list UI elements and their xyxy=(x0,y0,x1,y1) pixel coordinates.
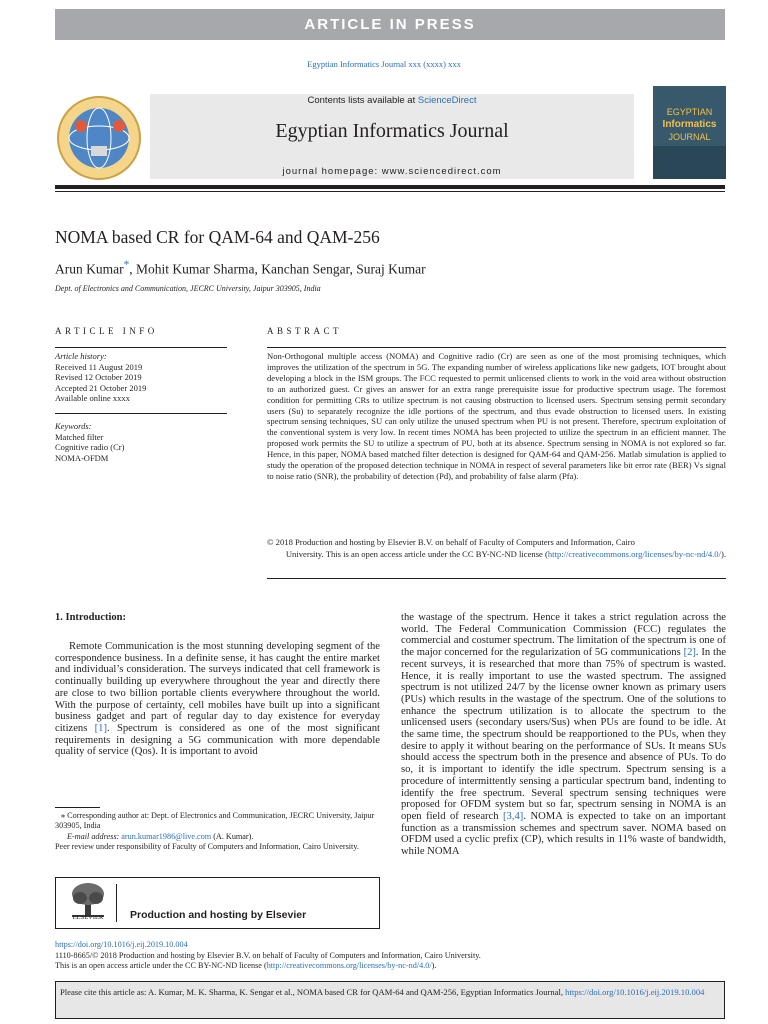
footnote-rule xyxy=(55,807,100,808)
history-item: Accepted 21 October 2019 xyxy=(55,382,147,393)
journal-ref-link[interactable]: Egyptian Informatics Journal xxx (xxxx) xxx xyxy=(307,59,461,69)
footnotes xyxy=(55,811,380,852)
citation-ref-3-4[interactable]: [3,4] xyxy=(503,810,524,822)
affiliation: Dept. of Electronics and Communication, JECRC University, Jaipur 303905, India xyxy=(55,284,321,293)
cover-line-1: EGYPTIAN xyxy=(666,107,713,117)
corresponding-author-note: ⁎ Corresponding author at: Dept. of Electronics and Communication, JECRC University, Jaipur 303905, India xyxy=(55,811,375,831)
history-item: Received 11 August 2019 xyxy=(55,361,143,372)
contents-available-line xyxy=(150,95,634,106)
header-rule-thick xyxy=(55,185,725,189)
copyright-line: © 2018 Production and hosting by Elsevier B.V. on behalf of Faculty of Computers and Information, Cairo xyxy=(267,537,635,547)
keyword-item: Matched filter xyxy=(55,431,104,442)
author-list xyxy=(55,259,426,278)
citation-box xyxy=(55,981,725,1019)
sciencedirect-link[interactable]: ScienceDirect xyxy=(417,95,477,106)
bottom-notes xyxy=(55,940,725,972)
email-label: E-mail address: xyxy=(67,831,122,841)
doi-link[interactable]: https://doi.org/10.1016/j.eij.2019.10.004 xyxy=(55,940,188,949)
cite-doi-link[interactable]: https://doi.org/10.1016/j.eij.2019.10.004 xyxy=(565,987,705,997)
intro-right-text-a: the wastage of the spectrum. Hence it takes a strict regulation across the world. The Federal Communication Commission (FCC) regulates the commercial and costumer spectrum. The limitation of the spectrum is one of the major concerned for the regularization of 5G communications xyxy=(401,612,726,659)
author-first: Arun Kumar xyxy=(55,261,124,277)
citation-ref-1[interactable]: [1] xyxy=(94,722,108,734)
article-info-heading: ARTICLE INFO xyxy=(55,326,158,336)
citation-ref-2[interactable]: [2] xyxy=(683,647,696,659)
email-suffix: (A. Kumar). xyxy=(211,831,254,841)
elsevier-box xyxy=(55,877,380,929)
abstract-text: Non-Orthogonal multiple access (NOMA) and Cognitive radio (Cr) are seen as one of the most promising techniques, which improves the utilization of the spectrum in 5G. The expanding number of wireless applications like new gadgets, IOT brought about developing a block in the ISM groups. The FCC requested to permit unlicensed clients to work in the void area without obstruction to an authorized guest. Cr gives an answer for an extra range prerequisite issue for productive spectrum usage. The foremost condition for permitting CRs to utilize spectrum is not causing obstruction to licensed users. Spectrum sensing permit secondary users (Su) to separately recognize the idle portions of the spectrum, and thus evade obstruction to licensed users. In existing spectrum sensing techniques, SU can only utilize the unused spectrum when PU is not present. Therefore, spectrum exploitation of the conventional system is very low. In recent times NOMA has been projected to utilize the spectrum in an efficient manner. The proposed work permits the SU to utilize a spectrum of PU, both at its absence. Spectrum sensing in NOMA is not explored so far. Hence, in this paper, NOMA based matched filter detection is designed for QAM-64 and QAM-256. Matlab simulation is applied to study the operation of the proposed detection technique in NOMA in respect of several parameters like bit error rate (BER) Vs signal to noise ratio (SNR), the probability of detection (Pd), and probability of false alarm (Pfa). xyxy=(267,351,726,481)
keywords-label: Keywords: xyxy=(55,421,92,431)
authors-rest: , Mohit Kumar Sharma, Kanchan Sengar, Suraj Kumar xyxy=(129,261,426,277)
cover-line-3: JOURNAL xyxy=(668,132,711,142)
license-line xyxy=(267,549,726,560)
keyword-item: Cognitive radio (Cr) xyxy=(55,442,125,452)
history-label: Article history: xyxy=(55,351,107,361)
journal-name: Egyptian Informatics Journal xyxy=(275,120,509,142)
open-access-line xyxy=(55,961,725,972)
article-in-press-banner xyxy=(55,9,725,40)
abstract-bottom-rule xyxy=(267,578,726,579)
issn-line: 1110-8665/© 2018 Production and hosting by Elsevier B.V. on behalf of Faculty of Computers and Information, Cairo University. xyxy=(55,950,481,960)
abstract-rule xyxy=(267,347,726,348)
intro-left-column xyxy=(55,641,380,758)
journal-reference xyxy=(0,59,768,69)
article-info-rule xyxy=(55,347,227,348)
elsevier-hosting-text: Production and hosting by Elsevier xyxy=(130,909,307,921)
license-link[interactable]: http://creativecommons.org/licenses/by-nc-nd/4.0/ xyxy=(547,549,721,559)
cite-prefix: Please cite this article as: A. Kumar, M. K. Sharma, K. Sengar et al., NOMA based CR for QAM-64 and QAM-256, Egyptian Informatics Journal, xyxy=(60,987,566,997)
email-link[interactable]: arun.kumar1986@live.com xyxy=(121,831,212,841)
keyword-item: NOMA-OFDM xyxy=(55,452,109,463)
corresponding-author-mark[interactable]: * xyxy=(123,259,130,271)
intro-left-text-b: . Spectrum is considered as one of the most significant requirements in designing a 5G communication with more dependable quality of service (Qos). It is important to avoid xyxy=(55,722,380,758)
keywords xyxy=(55,421,227,463)
faculty-logo-icon xyxy=(55,96,143,180)
contents-prefix: Contents lists available at xyxy=(307,95,418,106)
elsevier-logo-word: ELSEVIER xyxy=(72,914,104,921)
abstract-heading: ABSTRACT xyxy=(267,326,343,336)
intro-right-text-c: . NOMA is expected to take on an important function as a transmission schemes and spectrum saver. NOMA based on OFDM used a cyclic prefix (CP), which results in 11% waste of bandwidth, while NOMA xyxy=(401,810,726,858)
journal-cover-image xyxy=(653,86,726,179)
history-divider xyxy=(55,413,227,414)
banner-label: ARTICLE IN PRESS xyxy=(304,16,476,33)
header-rule-thin xyxy=(55,191,725,192)
elsevier-separator xyxy=(116,884,117,922)
history-item: Available online xxxx xyxy=(55,393,130,403)
cover-band xyxy=(653,146,726,179)
email-note xyxy=(55,832,380,842)
paper-title: NOMA based CR for QAM-64 and QAM-256 xyxy=(55,227,380,247)
section-heading-introduction: 1. Introduction: xyxy=(55,612,126,623)
oa-suffix: ). xyxy=(431,961,437,971)
cover-line-2: Informatics xyxy=(662,119,717,130)
journal-homepage: journal homepage: www.sciencedirect.com xyxy=(282,166,502,177)
license-suffix: ). xyxy=(720,549,726,559)
history-item: Revised 12 October 2019 xyxy=(55,372,142,382)
license-prefix: University. This is an open access article under the CC BY-NC-ND license ( xyxy=(285,549,548,559)
peer-review-note: Peer review under responsibility of Faculty of Computers and Information, Cairo University. xyxy=(55,841,359,851)
article-history xyxy=(55,351,227,404)
intro-right-text-b: . In the recent surveys, it is researched that more than 75% of spectrum is wasted. Hence, it is really important to use the wasted spectrum. The assigned spectrum is not utilized 24/7 by the license owner known as primary users (PUs) which results in the wastage of the spectrum. One of the solutions to enhance the spectrum utilization is to allocate the spectrum to the unlicensed users (secondary users/Sus) when PUs are found to be idle. At the same time, the spectrum should be reapportioned to the PUs, when they desire to apply it without bearing on the performance of SUs. It means SUs should access the spectrum both in the presence and absence of PUs. To do so, it is important to identify the idle spectrum. Spectrum sensing is a procedure of intermittently sensing a particular spectrum band, indenting to identify the free spectrum. Several spectrum sensing techniques were proposed for OFDM system but so far, spectrum sensing in NOMA is an open field of research xyxy=(401,647,726,822)
intro-right-column xyxy=(401,612,726,858)
intro-left-text-a: Remote Communication is the most stunning developing segment of the correspondence business. In a definite sense, it has caught the entire market and individual’s consideration. The surveys indicated that cell framework is continually building up everywhere throughout the year and directly there are close to two billion portable clients everywhere throughout the world. With the purpose of certainty, cell mobiles have built up into a significant business gadget and part of regular day to day existence for everyday citizens xyxy=(55,641,380,734)
oa-license-link[interactable]: http://creativecommons.org/licenses/by-nc-nd/4.0/ xyxy=(266,961,432,971)
oa-prefix: This is an open access article under the CC BY-NC-ND license ( xyxy=(55,961,267,971)
